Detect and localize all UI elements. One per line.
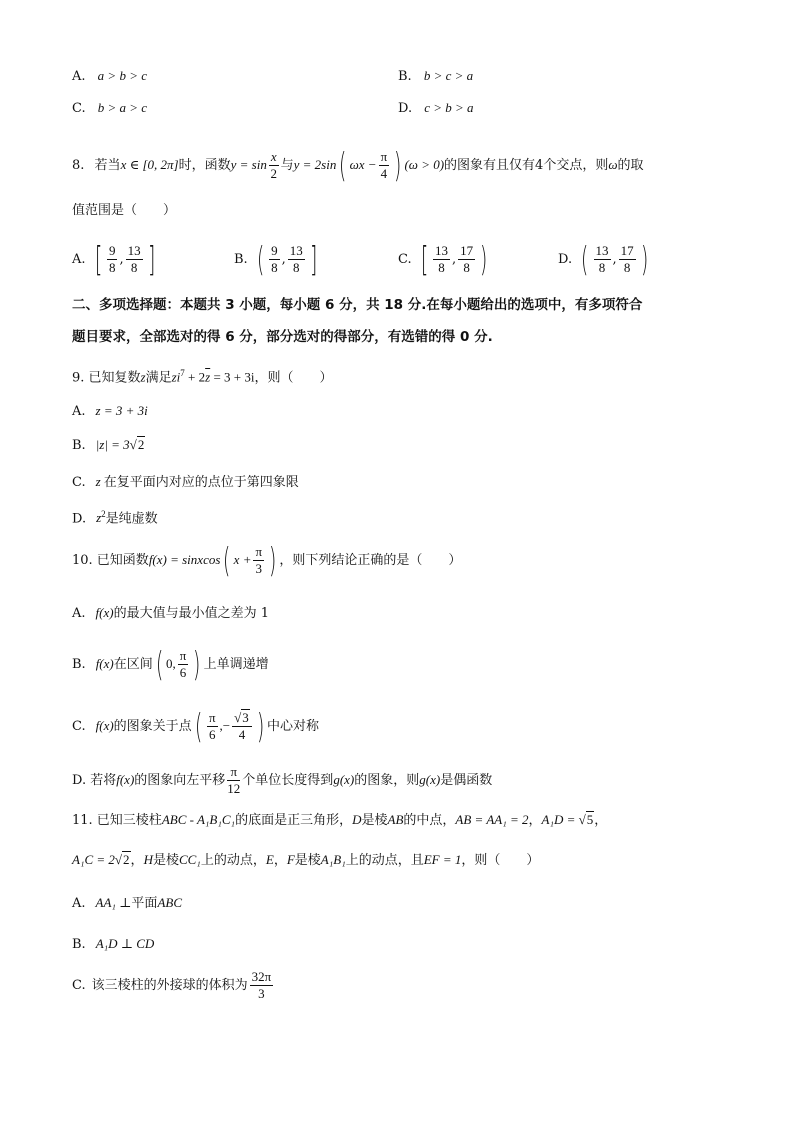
denominator: 8 xyxy=(108,260,116,275)
option-text: a > b > c xyxy=(97,68,147,83)
denominator: 8 xyxy=(292,260,300,275)
fraction xyxy=(207,710,218,743)
text: 的图象有且仅有4个交点，则 xyxy=(444,158,609,173)
fraction xyxy=(594,243,611,276)
text: 是棱 xyxy=(152,853,179,868)
question-11-stem-line2: A₁C = 2√2，H是棱CC₁上的动点，E，F是棱A₁B₁上的动点，且EF = 1，则（ ） xyxy=(72,852,540,868)
math: f(x) xyxy=(95,718,114,733)
denominator: 4 xyxy=(238,727,246,742)
numerator: 13 xyxy=(435,243,449,258)
math: z xyxy=(140,369,146,385)
math: ABC - A₁B₁C₁ xyxy=(161,812,236,827)
option-label: B. xyxy=(72,438,86,453)
math: (ω > 0) xyxy=(404,157,445,172)
heading-line-2: 题目要求，全部选对的得 6 分，部分选对的得部分，有选错的得 0 分. xyxy=(72,329,493,345)
text: 是棱 xyxy=(294,853,321,868)
option-label: B. xyxy=(72,937,86,952)
math: A₁C = 2 xyxy=(72,852,115,867)
text: ， xyxy=(273,853,287,868)
left-bracket: [ xyxy=(420,239,429,280)
text: 的图象，则 xyxy=(354,773,420,788)
option-text: b > c > a xyxy=(423,68,474,83)
fraction-x-over-2 xyxy=(269,149,279,182)
option-label: D. xyxy=(398,101,413,116)
math: H xyxy=(143,852,153,867)
option-label: C. xyxy=(72,719,86,734)
option-label: A. xyxy=(72,896,86,911)
text: 中心对称 xyxy=(267,719,320,734)
q11-option-b xyxy=(72,935,154,954)
text: 是棱 xyxy=(361,813,388,828)
q8-option-b: B. ( $\frac{9}{8}$ , $\frac{13}{8}$ ] xyxy=(234,239,318,280)
option-label: A. xyxy=(72,69,86,84)
math: ω xyxy=(608,157,618,172)
option-label: A. xyxy=(72,404,86,419)
text: ，则（ ） xyxy=(461,853,540,868)
exponent: 2 xyxy=(101,509,106,519)
math: g(x) xyxy=(419,772,441,787)
math: x + xyxy=(233,552,252,567)
exponent: 7 xyxy=(180,368,185,378)
right-paren: ) xyxy=(640,239,648,280)
q10-option-a xyxy=(72,604,269,623)
fraction xyxy=(619,243,636,276)
math: EF = 1 xyxy=(423,852,462,867)
numerator: 9 xyxy=(108,243,116,258)
fraction xyxy=(178,648,189,681)
math: f(x) xyxy=(95,656,114,671)
text: 上单调递增 xyxy=(203,657,269,672)
math: ωx − xyxy=(349,157,377,172)
math: g(x) xyxy=(333,772,355,787)
radicand: 2 xyxy=(137,437,145,452)
denominator: 8 xyxy=(271,260,278,275)
question-9-stem xyxy=(72,364,333,387)
numerator: π xyxy=(208,710,216,725)
q7-option-d xyxy=(398,99,474,118)
math: x ∈ [0, 2π] xyxy=(120,157,179,172)
q8-option-a: A. [ $\frac{9}{8}$ , $\frac{13}{8}$ ] xyxy=(72,239,155,280)
fraction xyxy=(107,243,118,276)
q7-option-c xyxy=(72,99,147,118)
math: A₁D = xyxy=(541,812,579,827)
text: 上的动点， xyxy=(200,853,266,868)
math: y = 2sin xyxy=(293,157,337,172)
option-text: c > b > a xyxy=(424,100,474,115)
numerator: 17 xyxy=(620,243,634,258)
section-heading xyxy=(72,296,642,314)
math: AB xyxy=(387,812,404,827)
question-8-stem-line2 xyxy=(72,202,176,220)
text: 满足 xyxy=(145,370,172,386)
q11-option-c xyxy=(72,966,275,1006)
numerator: 13 xyxy=(127,243,141,258)
radicand: 2 xyxy=(123,852,130,867)
math: f(x) xyxy=(95,605,114,620)
denominator: 4 xyxy=(380,166,388,181)
option-text: |z| = 3 xyxy=(95,437,130,452)
q10-option-b xyxy=(72,644,269,685)
fraction-pi-over-3 xyxy=(253,544,264,577)
left-paren: ( xyxy=(256,239,265,280)
denominator: 8 xyxy=(438,260,445,275)
right-paren: ) xyxy=(256,706,265,747)
math: E xyxy=(265,852,274,867)
q9-option-b: B. |z| = 3√2 xyxy=(72,437,145,453)
text: 个单位长度得到 xyxy=(242,773,334,788)
right-paren: ) xyxy=(193,644,201,685)
math: AA₁ ⊥ xyxy=(95,895,132,910)
text: 上的动点，且 xyxy=(345,853,424,868)
math: z xyxy=(96,510,102,526)
denominator: 6 xyxy=(179,665,187,680)
option-label: C. xyxy=(72,475,86,490)
numerator: π xyxy=(179,648,187,663)
right-bracket: ] xyxy=(147,239,155,280)
option-text: 是纯虚数 xyxy=(105,511,158,527)
math: + 2 xyxy=(184,369,206,385)
text: 的底面是正三角形， xyxy=(235,813,353,828)
option-text: 的最大值与最小值之差为 1 xyxy=(113,606,269,621)
math: = 3 + 3i xyxy=(210,369,255,385)
q7-option-a xyxy=(72,67,147,86)
option-label: A. xyxy=(72,606,86,621)
option-label: B. xyxy=(234,252,248,267)
math: y = sin xyxy=(230,157,267,172)
q9-option-d xyxy=(72,505,158,528)
text: ，则（ ） xyxy=(254,370,333,386)
option-label: C. xyxy=(72,101,86,116)
denominator: 12 xyxy=(227,781,241,796)
text: 的图象向左平移 xyxy=(134,773,226,788)
q7-option-b xyxy=(398,67,473,86)
left-paren: ( xyxy=(194,706,202,747)
option-label: B. xyxy=(398,69,412,84)
q10-option-d xyxy=(72,762,492,799)
conjugate-z: $\overline{z}$ xyxy=(205,369,211,385)
numerator: π xyxy=(255,544,263,559)
option-label: B. xyxy=(72,657,86,672)
math: zi xyxy=(171,369,181,385)
question-8-stem xyxy=(72,145,644,186)
fraction xyxy=(288,243,305,276)
heading-line-1: 二、多项选择题：本题共 3 小题，每小题 6 分，共 18 分.在每小题给出的选项中，有多项符合 xyxy=(72,297,643,313)
math: z xyxy=(95,474,101,489)
option-label: D. xyxy=(72,511,87,527)
fraction xyxy=(126,243,143,276)
option-label: D. 若将 xyxy=(72,773,117,788)
q11-option-a xyxy=(72,894,182,913)
text: 10. 已知函数 xyxy=(72,553,149,568)
numerator: 17 xyxy=(460,243,474,258)
numerator: 9 xyxy=(271,243,278,258)
text: 值范围是（ ） xyxy=(72,203,177,218)
denominator: 6 xyxy=(208,727,216,742)
math: f(x) = sinxcos xyxy=(148,552,221,567)
fraction: $\frac{√3}{4}$ xyxy=(232,710,252,743)
math: ABC xyxy=(157,895,182,910)
question-11-stem: 11. 已知三棱柱ABC - A₁B₁C₁的底面是正三角形，D是棱AB的中点，AB = AA₁ = 2，A₁D = √5， xyxy=(72,812,608,828)
question-number: 8. xyxy=(72,158,85,173)
radicand: 5 xyxy=(586,812,594,827)
fraction xyxy=(269,243,280,276)
right-paren: ) xyxy=(480,239,488,280)
math: A₁D ⊥ CD xyxy=(95,936,155,951)
option-label: C. xyxy=(72,978,86,993)
option-text: z = 3 + 3i xyxy=(95,403,148,418)
text: 时，函数 xyxy=(178,158,231,173)
q9-option-a xyxy=(72,402,148,421)
question-10-stem xyxy=(72,540,461,581)
text: 11. 已知三棱柱 xyxy=(72,813,162,828)
option-label: D. xyxy=(558,252,573,267)
numerator: 13 xyxy=(595,243,609,258)
q9-option-c xyxy=(72,473,299,492)
option-text: 平面 xyxy=(131,896,158,911)
text: 是偶函数 xyxy=(440,773,493,788)
left-paren: ( xyxy=(339,145,347,186)
math: CC₁ xyxy=(178,852,201,867)
text: 若当 xyxy=(94,158,121,173)
right-bracket: ] xyxy=(309,239,318,280)
fraction xyxy=(227,764,240,797)
denominator: 8 xyxy=(598,260,606,275)
text: 的取 xyxy=(617,158,644,173)
denominator: 2 xyxy=(270,166,277,181)
option-label: C. xyxy=(398,252,412,267)
math: D xyxy=(352,812,362,827)
numerator: x xyxy=(270,149,277,164)
left-paren: ( xyxy=(223,540,231,581)
q10-option-c xyxy=(72,704,319,749)
option-text: b > a > c xyxy=(97,100,148,115)
math: A₁B₁ xyxy=(320,852,346,867)
denominator: 3 xyxy=(258,986,265,1001)
numerator: 32π xyxy=(251,969,272,984)
text: ， xyxy=(528,813,542,828)
numerator: π xyxy=(380,149,388,164)
math: f(x) xyxy=(116,772,135,787)
text: 9. 已知复数 xyxy=(72,370,141,386)
text: 的图象关于点 xyxy=(113,719,192,734)
right-paren: ) xyxy=(269,540,277,581)
math: F xyxy=(286,852,295,867)
text: ， xyxy=(594,813,608,828)
denominator: 3 xyxy=(255,561,262,576)
denominator: 8 xyxy=(463,260,470,275)
math: 0, xyxy=(166,656,176,671)
radicand: 3 xyxy=(242,710,249,725)
fraction xyxy=(433,243,450,276)
denominator: 8 xyxy=(623,260,631,275)
text: ，则下列结论正确的是（ ） xyxy=(279,553,462,568)
math: AB = AA₁ = 2 xyxy=(455,812,529,827)
text: 在区间 xyxy=(113,657,153,672)
left-paren: ( xyxy=(581,239,589,280)
section-heading-line2 xyxy=(72,328,493,346)
option-label: A. xyxy=(72,252,86,267)
text: 的中点， xyxy=(403,813,456,828)
numerator: 13 xyxy=(289,243,303,258)
left-bracket: [ xyxy=(94,239,102,280)
left-paren: ( xyxy=(155,644,164,685)
q8-option-d: D. ( $\frac{13}{8}$ , $\frac{17}{8}$ ) xyxy=(558,239,648,280)
numerator: π xyxy=(227,764,240,781)
fraction xyxy=(458,243,475,276)
q8-option-c: C. [ $\frac{13}{8}$ , $\frac{17}{8}$ ) xyxy=(398,239,488,280)
text: 与 xyxy=(280,158,294,173)
denominator: 8 xyxy=(130,260,138,275)
fraction xyxy=(250,969,274,1002)
math: ,− xyxy=(219,718,231,733)
option-text: 在复平面内对应的点位于第四象限 xyxy=(103,475,299,490)
option-text: 该三棱柱的外接球的体积为 xyxy=(91,978,248,993)
fraction-pi-over-4 xyxy=(379,149,390,182)
right-paren: ) xyxy=(394,145,402,186)
text: ， xyxy=(130,853,144,868)
